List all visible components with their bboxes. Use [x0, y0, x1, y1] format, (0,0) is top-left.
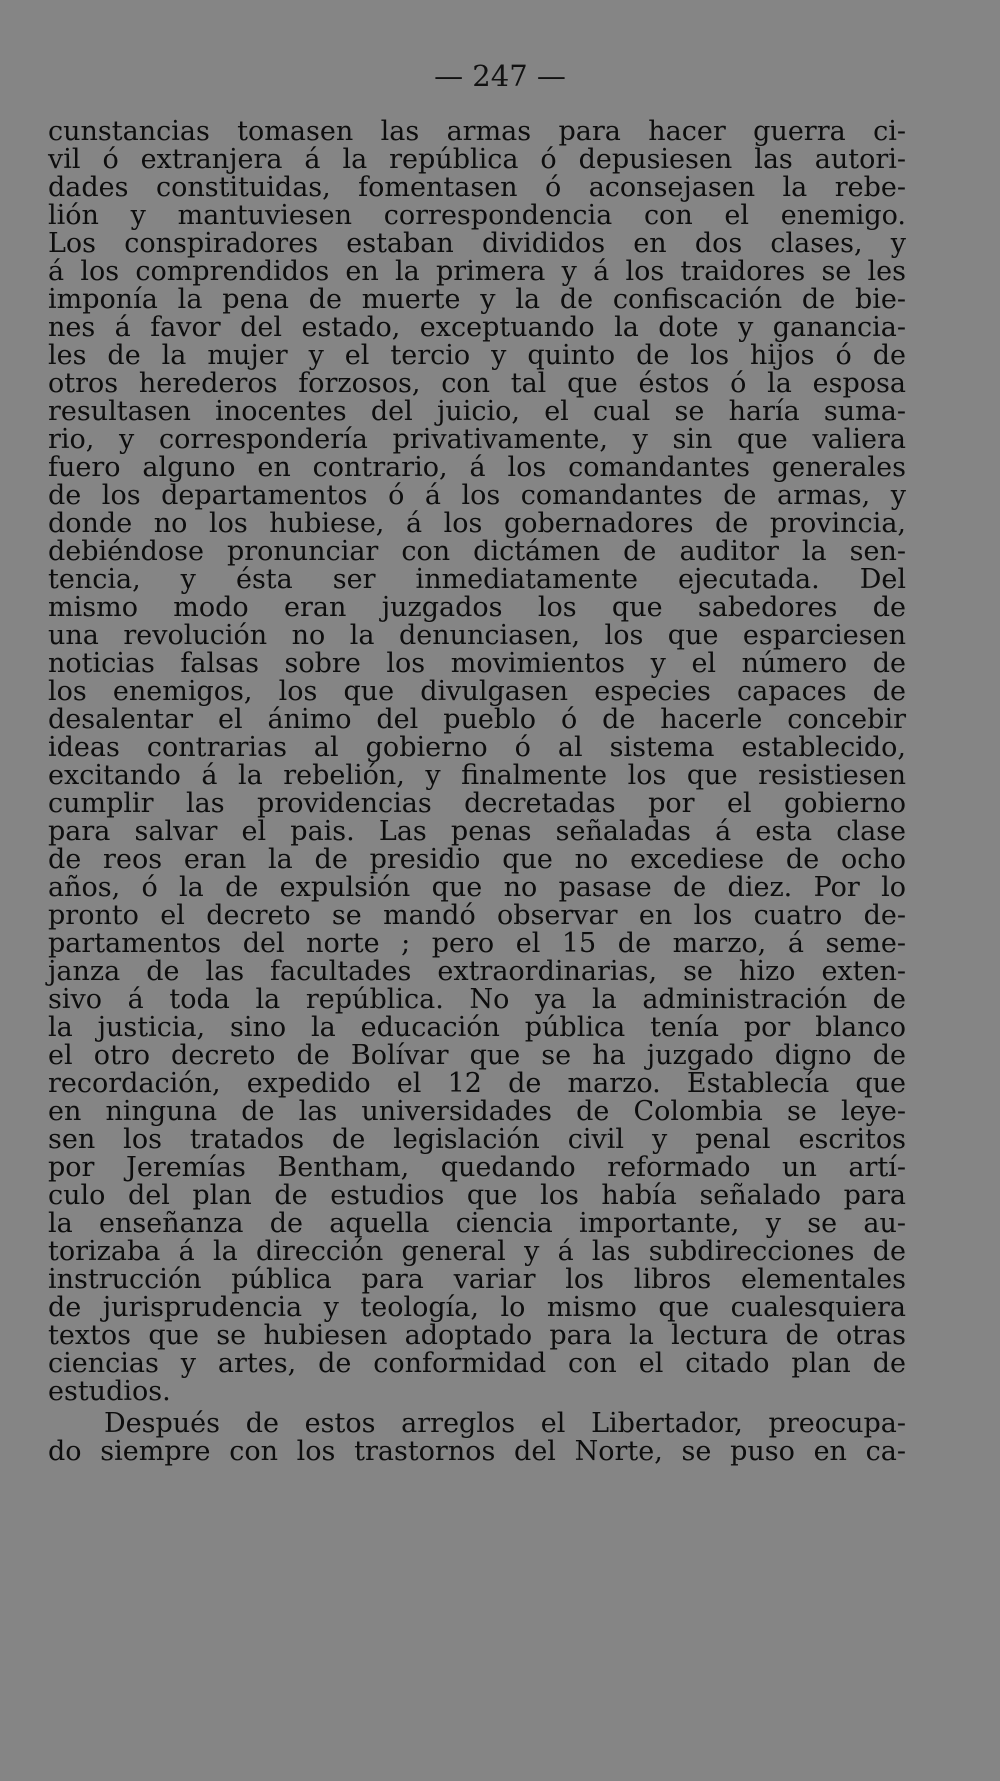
text-line: la justicia, sino la educación pública tenía por blanco — [48, 1012, 906, 1043]
text-line: desalentar el ánimo del pueblo ó de hacerle concebir — [48, 704, 906, 735]
text-line: á los comprendidos en la primera y á los traidores se les — [48, 256, 906, 287]
text-line: vil ó extranjera á la república ó depusiesen las autori- — [48, 144, 906, 175]
text-line: dades constituidas, fomentasen ó aconsejasen la rebe- — [48, 172, 906, 203]
text-line: do siempre con los trastornos del Norte, se puso en ca- — [48, 1436, 906, 1467]
text-line: nes á favor del estado, exceptuando la dote y ganancia- — [48, 312, 906, 343]
text-line: lión y mantuviesen correspondencia con el enemigo. — [48, 200, 906, 231]
text-line: los enemigos, los que divulgasen especies capaces de — [48, 676, 906, 707]
text-line: de los departamentos ó á los comandantes de armas, y — [48, 480, 906, 511]
text-line: tencia, y ésta ser inmediatamente ejecutada. Del — [48, 564, 906, 595]
text-line: Después de estos arreglos el Libertador, preocupa- — [104, 1408, 906, 1439]
text-line: pronto el decreto se mandó observar en los cuatro de- — [48, 900, 906, 931]
page-number: — 247 — — [434, 59, 566, 93]
text-line: sen los tratados de legislación civil y penal escritos — [48, 1124, 906, 1155]
text-line: noticias falsas sobre los movimientos y el número de — [48, 648, 906, 679]
text-line: años, ó la de expulsión que no pasase de diez. Por lo — [48, 872, 906, 903]
text-line: donde no los hubiese, á los gobernadores de provincia, — [48, 508, 906, 539]
text-line: resultasen inocentes del juicio, el cual se haría suma- — [48, 396, 906, 427]
text-line: rio, y correspondería privativamente, y sin que valiera — [48, 424, 906, 455]
text-line: excitando á la rebelión, y finalmente los que resistiesen — [48, 760, 906, 791]
text-line: debiéndose pronunciar con dictámen de auditor la sen- — [48, 536, 906, 567]
text-line: de jurisprudencia y teología, lo mismo que cualesquiera — [48, 1292, 906, 1323]
text-line: sivo á toda la república. No ya la administración de — [48, 984, 906, 1015]
text-line: cunstancias tomasen las armas para hacer guerra ci- — [48, 116, 906, 147]
text-line: imponía la pena de muerte y la de confiscación de bie- — [48, 284, 906, 315]
text-line: janza de las facultades extraordinarias, se hizo exten- — [48, 956, 906, 987]
text-line: la enseñanza de aquella ciencia importante, y se au- — [48, 1208, 906, 1239]
text-line: estudios. — [48, 1376, 171, 1407]
text-line: culo del plan de estudios que los había señalado para — [48, 1180, 906, 1211]
text-line: textos que se hubiesen adoptado para la lectura de otras — [48, 1320, 906, 1351]
text-line: cumplir las providencias decretadas por el gobierno — [48, 788, 906, 819]
text-line: en ninguna de las universidades de Colombia se leye- — [48, 1096, 906, 1127]
text-line: otros herederos forzosos, con tal que éstos ó la esposa — [48, 368, 906, 399]
text-line: fuero alguno en contrario, á los comandantes generales — [48, 452, 906, 483]
text-line: una revolución no la denunciasen, los que esparciesen — [48, 620, 906, 651]
text-line: para salvar el pais. Las penas señaladas á esta clase — [48, 816, 906, 847]
text-line: el otro decreto de Bolívar que se ha juzgado digno de — [48, 1040, 906, 1071]
text-line: ciencias y artes, de conformidad con el citado plan de — [48, 1348, 906, 1379]
text-line: instrucción pública para variar los libros elementales — [48, 1264, 906, 1295]
text-line: ideas contrarias al gobierno ó al sistema establecido, — [48, 732, 906, 763]
text-line: les de la mujer y el tercio y quinto de los hijos ó de — [48, 340, 906, 371]
text-line: por Jeremías Bentham, quedando reformado un artí- — [48, 1152, 906, 1183]
text-line: torizaba á la dirección general y á las subdirecciones de — [48, 1236, 906, 1267]
text-line: mismo modo eran juzgados los que sabedores de — [48, 592, 906, 623]
text-line: partamentos del norte ; pero el 15 de marzo, á seme- — [48, 928, 906, 959]
text-line: recordación, expedido el 12 de marzo. Establecía que — [48, 1068, 906, 1099]
text-line: Los conspiradores estaban divididos en dos clases, y — [48, 228, 906, 259]
text-line: de reos eran la de presidio que no excediese de ocho — [48, 844, 906, 875]
